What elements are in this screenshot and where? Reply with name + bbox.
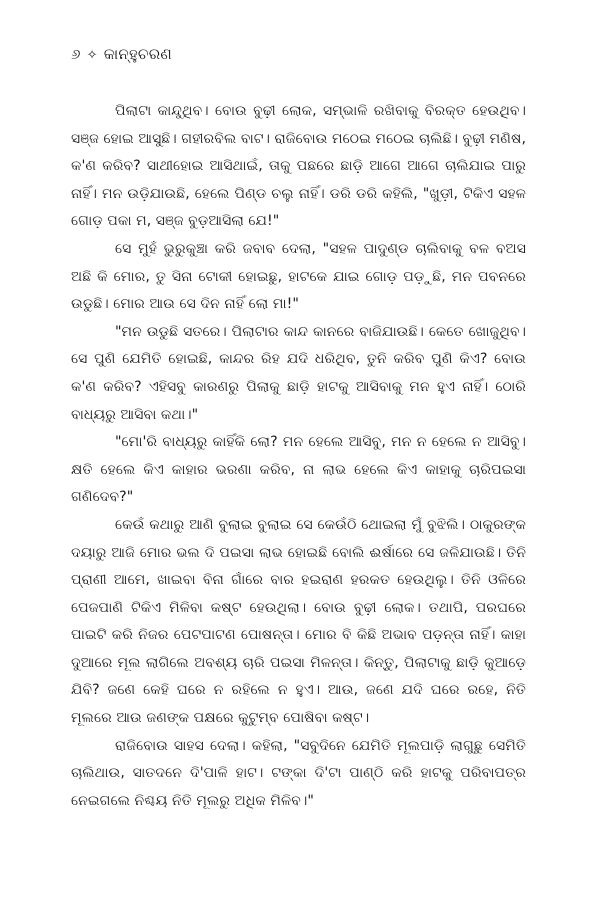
page-number: ୬: [71, 45, 81, 63]
paragraph-5: କେଉଁ କଥାରୁ ଆଣି ବୁଲାଇ ବୁଲାଇ ସେ କେଉଁଠି ଥୋଇଲା ମୁଁ ବୁଝିଲି। ଠାକୁରଙ୍କ ଦୟାରୁ ଆଜି ମୋର ଭଲ ଦି ପଇସା ଲାଭ ହୋଇଛି ବୋଲି ଈର୍ଷାରେ ସେ ଜଳିଯାଉଛି। ତିନି ପ୍ରାଣୀ ଆମେ, ଖାଇବା ବିନା ଗାଁରେ ବାର ହଇରାଣ ହରକତ ହେଉଥିଲୁ। ତିନି ଓଳିରେ ପେଜପାଣି ଟିକିଏ ମିଳିବା କଷ୍ଟ ହେଉଥିଲା। ବୋଉ ବୁଢ଼ୀ ଲୋକ। ତଥାପି, ପରଘରେ ପାଇଟି କରି ନିଜର ପେଟପାଟଣ ପୋଷନ୍ତା। ମୋର ବି କିଛି ଅଭାବ ପଡ଼ନ୍ତା ନାହିଁ। କାହା ଦୁଆରେ ମୂଲ ଲାଗିଲେ ଅବଶ୍ୟ ଚାରି ପଇସା ମିଳନ୍ତା। କିନ୍ତୁ, ପିଲାଟାକୁ ଛାଡ଼ି କୁଆଡ଼େ ଯିବି? ଜଣେ କେହି ଘରେ ନ ରହିଲେ ନ ହୁଏ। ଆଉ, ଜଣେ ଯଦି ଘରେ ରହେ, ନିତି ମୂଲରେ ଆଉ ଜଣଙ୍କ ପକ୍ଷରେ କୁଟୁମ୍ବ ପୋଷିବା କଷ୍ଟ।: [71, 516, 526, 727]
running-head: [71, 44, 172, 66]
paragraph-2: ସେ ମୁହଁ ଭୁରୁକୁଞ୍ଚା କରି ଜବାବ ଦେଲା, "ସହଳ ପାଦୁଣ୍ଡ ଚାଲିବାକୁ ବଳ ବଅସ ଅଛି କି ମୋର, ତୁ ସିନା ଟୋକୀ ହୋଇଛୁ, ହାଟକେ ଯାଇ ଗୋଡ଼ ପଡ଼ୁଛି, ମନ ପବନରେ ଉଡୁଛି। ମୋର ଆଉ ସେ ଦିନ ନାହିଁ ଲୋ ମା!": [71, 240, 526, 313]
book-title: କାନ୍ହୁଚରଣ: [103, 45, 172, 63]
separator-ornament-icon: ✧: [86, 48, 98, 63]
paragraph-4: "ମୋ'ରି ବାଧ୍ୟରୁ କାହିଁକି ଲୋ? ମନ ହେଲେ ଆସିବୁ, ମନ ନ ହେଲେ ନ ଆସିବୁ। କ୍ଷତି ହେଲେ କିଏ କାହାର ଭରଣା କରିବ, ନା ଲାଭ ହେଲେ କିଏ କାହାକୁ ଚାରିପଇସା ଗଣିଦେବ?": [71, 434, 526, 506]
body-text: [71, 98, 526, 815]
paragraph-6: ରାଜିବୋଉ ସାହସ ଦେଲା। କହିଲା, "ସବୁଦିନେ ଯେମିତି ମୂଲପାଡ଼ି ଲାଗୁଛୁ ସେମିତି ଚାଲିଥାଉ, ସାତଦନେ ଦି'ପାଳି ହାଟ। ଟଙ୍କା ଦି'ଟା ପାଣ୍ଠି କରି ହାଟକୁ ପରିବାପତ୍ର ନେଇଗଲେ ନିଶ୍ଚୟ ନିତି ମୂଲରୁ ଅଧିକ ମିଳିବ।": [71, 737, 526, 809]
paragraph-3: "ମନ ଉଡୁଛି ସତରେ। ପିଲାଟାର କାନ୍ଦ କାନରେ ବାଜିଯାଉଛି। କେତେ ଖୋଜୁଥିବ। ସେ ପୁଣି ଯେମିତି ହୋଇଛି, କାନ୍ଦର ରିହ ଯଦି ଧରିଥିବ, ତୁନି କରିବ ପୁଣି କିଏ? ବୋଉ କ'ଣ କରିବ? ଏହିସବୁ କାରଣରୁ ପିଲାକୁ ଛାଡ଼ି ହାଟକୁ ଆସିବାକୁ ମନ ହୁଏ ନାହିଁ। ଠୋରି ବାଧ୍ୟରୁ ଆସିବା କଥା।": [71, 323, 526, 423]
paragraph-1: ପିଲାଟା କାନ୍ଦୁଥିବ। ବୋଉ ବୁଢ଼ୀ ଲୋକ, ସମ୍ଭାଳି ରଖିବାକୁ ବିରକ୍ତ ହେଉଥିବ। ସଞ୍ଜ ହୋଇ ଆସୁଛି। ଗହୀରବିଲ ବାଟ। ରାଜିବୋଉ ମଠେଇ ମଠେଇ ଚାଲିଛି। ବୁଢ଼ୀ ମଣିଷ, କ'ଣ କରିବ? ସାଥୀହୋଇ ଆସିଥାଇଁ, ତାକୁ ପଛରେ ଛାଡ଼ି ଆଗେ ଆଗେ ଚାଲିଯାଇ ପାରୁ ନାହିଁ। ମନ ଉଡ଼ିଯାଉଛି, ହେଲେ ପିଣ୍ଡ ଚଲୁ ନାହିଁ। ଡରି ଡରି କହିଲି, "ଖୁଡ଼ୀ, ଟିକିଏ ସହଳ ଗୋଡ଼ ପକା ମ, ସଞ୍ଜ ବୁଡ଼ଆସିଲା ଯେ!": [71, 103, 526, 230]
